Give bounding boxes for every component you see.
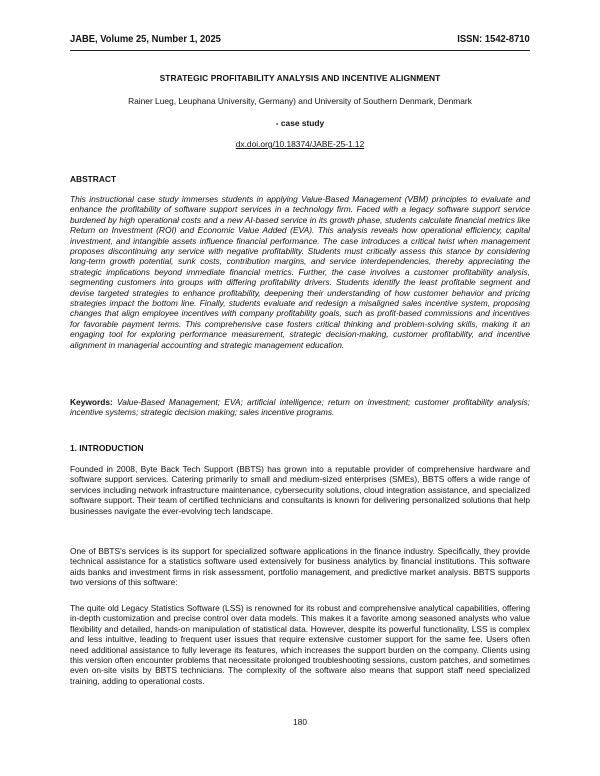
keywords — [70, 397, 530, 418]
case-study-label: - case study — [275, 118, 325, 128]
intro-paragraph-1: Founded in 2008, Byte Back Tech Support (BBTS) has grown into a reputable provider of comprehensive hardware and software support services. Catering primarily to small and medium-sized enterprises (SMEs), BBTS offers a wide range of services including network infrastructure maintenance, cybersecurity solutions, cloud integration assistance, and specialized software support. Their team of certified technicians and consultants is known for delivering personalized solutions that help businesses navigate the ever-evolving tech landscape. — [70, 464, 530, 516]
running-header — [70, 34, 530, 50]
doi-link[interactable]: dx.doi.org/10.18374/JABE-25-1.12 — [235, 139, 365, 149]
journal-info: JABE, Volume 25, Number 1, 2025 — [70, 34, 221, 45]
abstract-text: This instructional case study immerses students in applying Value-Based Management (VBM) principles to evaluate and enhance the profitability of software support services in a technology firm. Faced with a legacy software support service burdened by high operational costs and a new AI-based service in its growth phase, students calculate financial metrics like Return on Investment (ROI) and Economic Value Added (EVA). This analysis reveals how operational efficiency, capital investment, and intangible assets influence financial performance. The case introduces a critical twist when management proposes discontinuing any service with negative profitability. Students must critically assess this stance by considering long-term growth potential, sunk costs, contribution margins, and service interdependencies, thereby appreciating the strategic implications beyond immediate financial metrics. Further, the case involves a customer profitability analysis, segmenting customers into groups with differing profitability drivers. Students identify the least profitable segment and devise targeted strategies to enhance profitability, deepening their understanding of how customer behavior and pricing strategies impact the bottom line. Finally, students evaluate and redesign a misaligned sales incentive system, proposing changes that align employee incentives with company profitability goals, such as profit-based commissions and incentives for favorable payment terms. This comprehensive case fosters critical thinking and problem-solving skills, making it an engaging tool for exploring performance measurement, strategic decision-making, customer profitability, and incentive alignment in managerial accounting and strategic management education. — [70, 194, 530, 350]
issn: ISSN: 1542-8710 — [457, 34, 530, 45]
keywords-text: Value-Based Management; EVA; artificial intelligence; return on investment; customer profitability analysis; incentive systems; strategic decision making; sales incentive programs. — [70, 397, 531, 418]
author-line: Rainer Lueg, Leuphana University, Germany) and University of Southern Denmark, Denmark — [128, 96, 472, 106]
abstract-heading: ABSTRACT — [70, 174, 117, 184]
intro-paragraph-2: One of BBTS's services is its support for specialized software applications in the finance industry. Specifically, they provide technical assistance for a statistics software used extensively for business analytics by financial institutions. This software aids banks and investment firms in risk assessment, portfolio management, and predictive market analysis. BBTS supports two versions of this software: — [70, 546, 530, 588]
keywords-label: Keywords: — [70, 397, 113, 407]
header-rule — [70, 50, 530, 51]
paper-title: STRATEGIC PROFITABILITY ANALYSIS AND INCENTIVE ALIGNMENT — [159, 73, 441, 83]
page-number: 180 — [293, 717, 307, 727]
intro-paragraph-3: The quite old Legacy Statistics Software (LSS) is renowned for its robust and comprehensive analytical capabilities, offering in-depth customization and precise control over data models. This makes it a favorite among seasoned analysts who value flexibility and detailed, hands-on manipulation of statistical data. However, despite its powerful functionality, LSS is complex and less intuitive, leading to frequent user issues that require extensive customer support for the same fee. Users often need additional assistance to fully leverage its features, which increases the support burden on the company. Clients using this version often encounter problems that necessitate prolonged troubleshooting sessions, custom patches, and sometimes even on-site visits by BBTS technicians. The complexity of the software also means that support staff need specialized training, adding to operational costs. — [70, 603, 530, 686]
introduction-heading: 1. INTRODUCTION — [70, 443, 144, 453]
